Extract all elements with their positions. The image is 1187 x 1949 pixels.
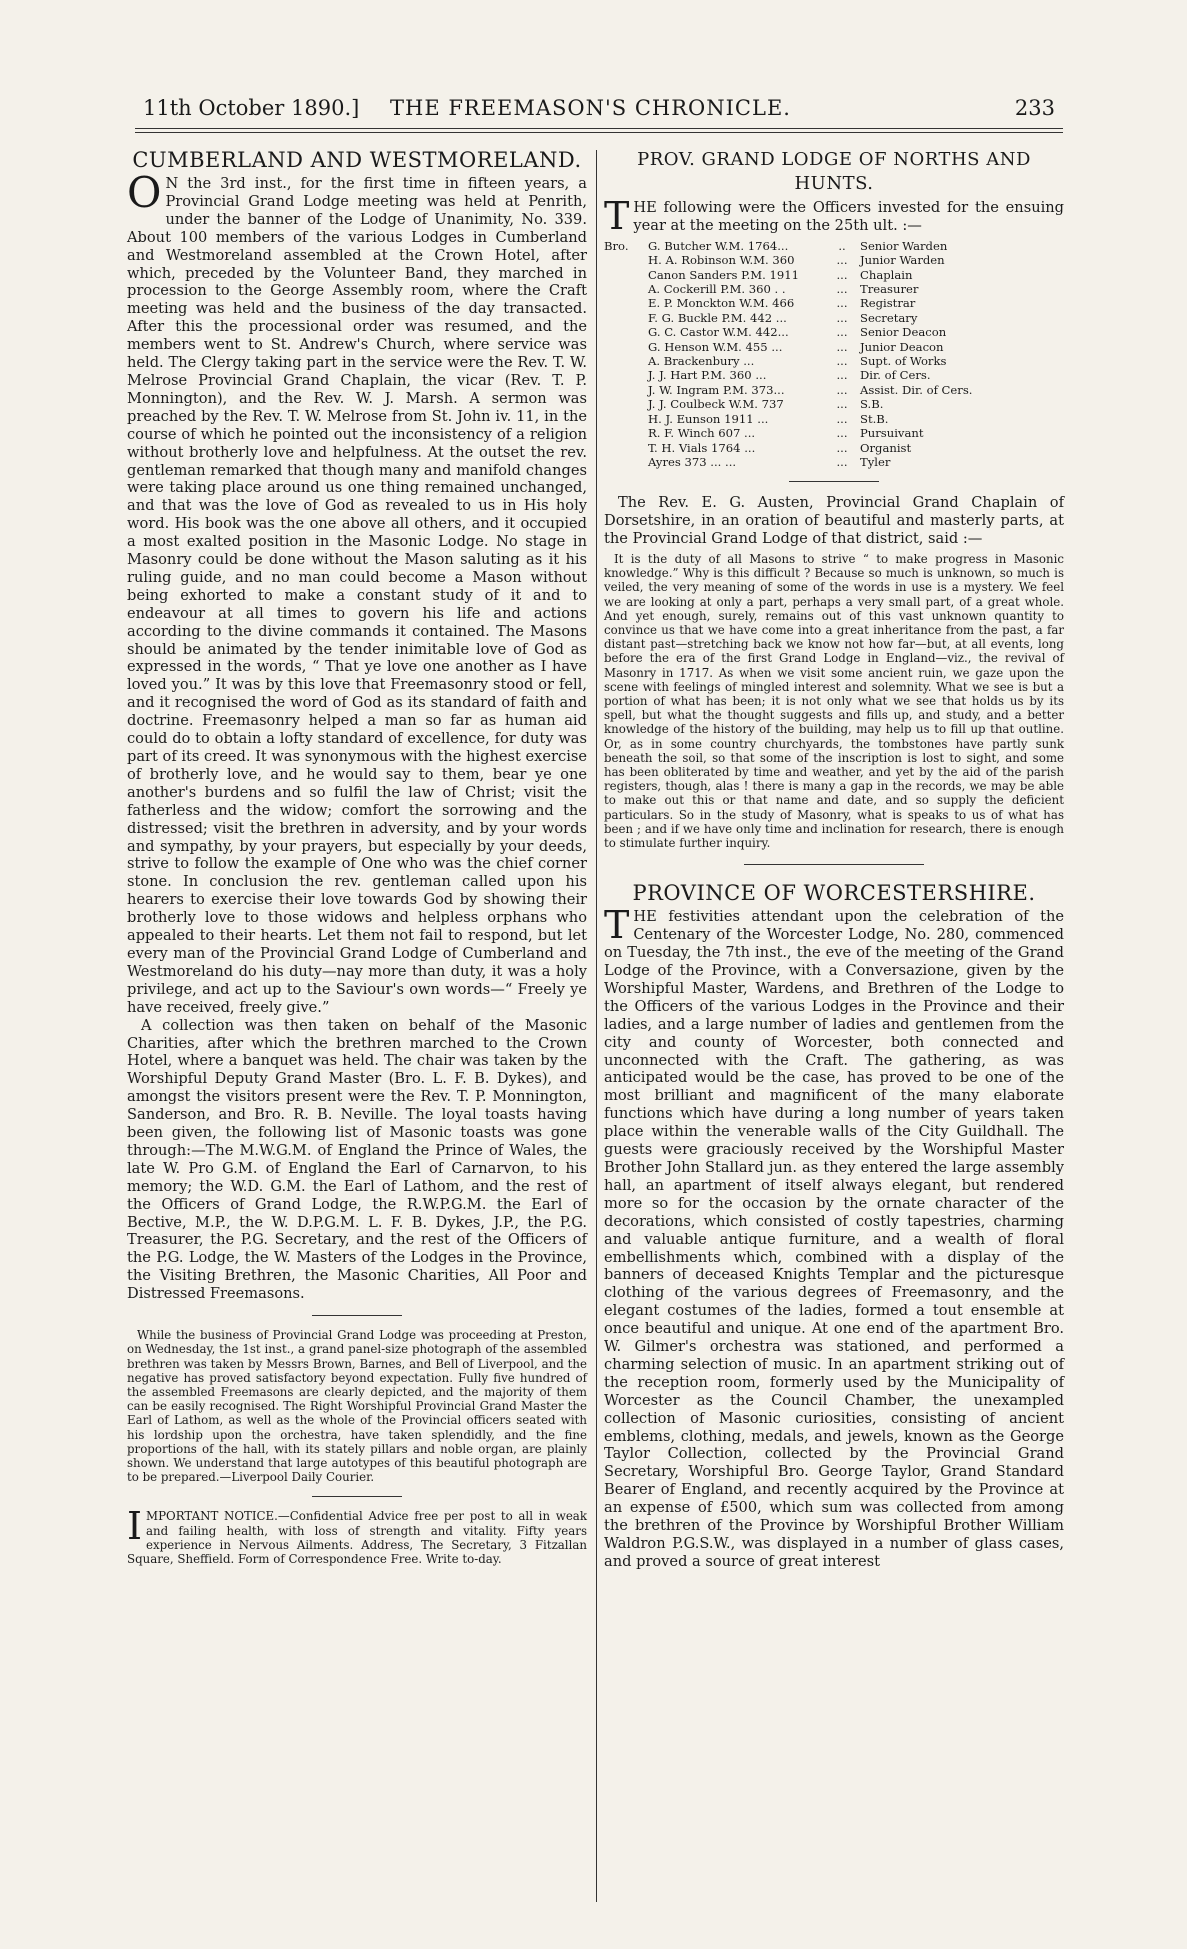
officer-name: A. Cockerill P.M. 360 . . [648,282,786,297]
officer-name: A. Brackenbury ... [648,354,755,369]
notice-cap: I [127,1504,143,1549]
officer-leader: ... [836,310,848,325]
officer-leader: ... [836,267,848,282]
left-column [127,148,587,1566]
officer-row [604,441,1064,455]
officer-office: St.B. [860,411,889,426]
officer-office: Organist [860,440,912,455]
cumberland-para-1-text: N the 3rd inst., for the first time in fifteen years, a Provincial Grand Lodge meeting was held at Penrith, under the banner of the Lodge of Unanimity, No. 339. About 100 members of the various Lodges in Cumberland and Westmoreland assembled at the Crown Hotel, after which, preceded by the Volunteer Band, they marched in procession to the George Assembly room, where the Craft meeting was held and the business of the day transacted. After this the processional order was resumed, and the members went to St. Andrew's Church, where service was held. The Clergy taking part in the service were the Rev. T. W. Melrose Provincial Grand Chaplain, the vicar (Rev. T. P. Monnington), and the Rev. W. J. Marsh. A sermon was preached by the Rev. T. W. Melrose from St. John iv. 11, in the course of which he pointed out the inconsistency of a religion without brotherly love and helpfulness. At the outset the rev. gentleman remarked that though many and manifold changes were taking place around us one thing remained unchanged, and that was the love of God as revealed to us in His holy word. His book was the one above all others, and it occupied a most exalted position in the Masonic Lodge. No stage in Masonry could be done without the Mason saluting as it his ruling guide, and no man could become a Mason without being exhorted to make a constant study of it and to endeavour at all times to govern his life and actions according to the divine commands it contained. The Masons should be animated by the tender inimitable love of God as expressed in the words, “ That ye love one another as I have loved you.” It was by this love that Freemasonry stood or fell, and it recognised the word of God as its standard of faith and doctrine. Freemasonry helped a man so far as human aid could do to obtain a lofty standard of excellence, for duty was part of its creed. It was synonymous with the highest exercise of brotherly love, and he would say to them, bear ye one another's burdens and so fulfil the law of Christ; visit the fatherless and the widow; comfort the sorrowing and the distressed; visit the brethren in adversity, and by your words and sympathy, by your prayers, but especially by your deeds, strive to follow the example of One who was the chief corner stone. In conclusion the rev. gentleman called upon his hearers to exercise their love towards God by showing their brotherly love to those widows and helpless orphans who appealed to their hearts. Let them not fail to respond, but let every man of the Provincial Grand Lodge of Cumberland and Westmoreland do his duty—nay more than duty, it was a holy privilege, and act up to the Saviour's own words—“ Freely ye have received, freely give.” [127,175,587,1016]
officer-row [604,311,1064,325]
officer-name: H. J. Eunson 1911 ... [648,411,769,426]
officer-name: G. C. Castor W.M. 442... [648,325,789,340]
officer-office: Junior Warden [860,253,945,268]
officer-leader: ... [836,382,848,397]
austen-intro: The Rev. E. G. Austen, Provincial Grand Chaplain of Dorsetshire, in an oration of beautiful and masterly parts, at the Provincial Grand Lodge of that district, said :— [604,494,1064,548]
officer-name: Canon Sanders P.M. 1911 [648,267,800,282]
officer-name: F. G. Buckle P.M. 442 ... [648,310,787,325]
officer-row [604,397,1064,411]
officer-leader: ... [836,440,848,455]
officer-row [604,268,1064,282]
officer-name: G. Butcher W.M. 1764... [648,238,789,253]
officer-leader: ... [836,282,848,297]
officer-leader: ... [836,339,848,354]
officer-row [604,296,1064,310]
officer-row [604,282,1064,296]
officer-leader: ... [836,454,848,469]
officers-list [604,239,1064,470]
officer-leader: .. [838,238,846,253]
officer-leader: ... [836,411,848,426]
officer-prefix [604,383,648,397]
officer-prefix: Bro. [604,238,629,253]
officer-name: H. A. Robinson W.M. 360 [648,253,795,268]
officer-leader: ... [836,368,848,383]
officer-office: Junior Deacon [860,339,944,354]
officer-leader: ... [836,296,848,311]
cumberland-para-2: A collection was then taken on behalf of the Masonic Charities, after which the brethren marched to the Crown Hotel, where a banquet was held. The chair was taken by the Worshipful Deputy Grand Master (Bro. L. F. B. Dykes), and amongst the visitors present were the Rev. T. P. Monnington, Sanderson, and Bro. R. B. Neville. The loyal toasts having been given, the following list of Masonic toasts was gone through:—The M.W.G.M. of England the Prince of Wales, the late W. Pro G.M. of England the Earl of Carnarvon, to his memory; the W.D. G.M. the Earl of Lathom, and the rest of the Officers of Grand Lodge, the R.W.P.G.M. the Earl of Bective, M.P., the W. D.P.G.M. L. F. B. Dykes, J.P., the P.G. Treasurer, the P.G. Secretary, and the rest of the Officers of the P.G. Lodge, the W. Masters of the Lodges in the Province, the Visiting Brethren, the Masonic Charities, All Poor and Distressed Freemasons. [127,1016,587,1303]
worcester-text: HE festivities attendant upon the celebration of the Centenary of the Worcester Lodge, No. 280, commenced on Tuesday, the 7th inst., the eve of the meeting of the Grand Lodge of the Province, with a Conversazione, given by the Worshipful Master, Wardens, and Brethren of the Lodge to the Officers of the various Lodges in the Province and their ladies, and a large number of ladies and gentlemen from the city and county of Worcester, both connected and unconnected with the Craft. The gathering, as was anticipated would be the case, has proved to be one of the most brilliant and magnificent of the many elaborate functions which have during a long number of years taken place within the venerable walls of the City Guildhall. The guests were graciously received by the Worshipful Master Brother John Stallard jun. as they entered the large assembly hall, an apartment of itself always elegant, but rendered more so for the occasion by the ornate character of the decorations, which consisted of costly tapestries, charming and valuable antique furniture, and a wealth of floral embellishments which, combined with a display of the banners of deceased Knights Templar and the picturesque clothing of the various degrees of Freemasonry, and the elegant costumes of the ladies, formed a tout ensemble at once beautiful and unique. At one end of the apartment Bro. W. Gilmer's orchestra was stationed, and performed a charming selection of music. In an apartment striking out of the reception room, formerly used by the Municipality of Worcester as the Council Chamber, the unexampled collection of Masonic curiosities, consisting of ancient emblems, clothing, medals, and jewels, known as the George Taylor Collection, collected by the Provincial Grand Secretary, Worshipful Bro. George Taylor, Grand Standard Bearer of England, and recently acquired by the Province at an expense of £500, which sum was collected from among the brethren of the Province by Worshipful Brother William Waldron P.G.S.W., was displayed in a number of glass cases, and proved a source of great interest [604,908,1064,1570]
cumberland-para-1 [127,168,587,1017]
officer-name: J. J. Hart P.M. 360 ... [648,368,767,383]
officer-row [604,325,1064,339]
page-number: 233 [1014,96,1055,120]
officer-office: Senior Warden [860,238,948,253]
issue-date: 11th October 1890.] [143,96,360,120]
section-divider [312,1315,402,1316]
officer-prefix [604,325,648,339]
officer-name: E. P. Monckton W.M. 466 [648,296,795,311]
officer-prefix [604,354,648,368]
officer-prefix [604,426,648,440]
officer-prefix [604,268,648,282]
officer-office: Tyler [860,454,891,469]
officer-office: Chaplain [860,267,913,282]
page-header [135,96,1055,128]
officer-office: Secretary [860,310,918,325]
officer-office: Dir. of Cers. [860,368,931,383]
officer-prefix [604,397,648,411]
officer-prefix [604,296,648,310]
dropcap-o: O [127,168,162,217]
officer-prefix [604,441,648,455]
officer-row [604,368,1064,382]
officer-office: Supt. of Works [860,354,947,369]
officer-row [604,412,1064,426]
norths-heading: PROV. GRAND LODGE OF NORTHS AND HUNTS. [637,149,1031,194]
officer-row [604,383,1064,397]
officer-prefix [604,340,648,354]
officer-office: Treasurer [860,282,919,297]
officer-row [604,239,1064,253]
officer-leader: ... [836,325,848,340]
norths-dropcap: T [604,194,630,238]
norths-intro-text: HE following were the Officers invested for the ensuing year at the meeting on the 25th ult. :— [633,199,1064,234]
notice-text: MPORTANT NOTICE.—Confidential Advice free per post to all in weak and failing health, with loss of strength and vitality. Fifty years experience in Nervous Ailments. Address, The Secretary, 3 Fitzallan Square, Sheffield. Form of Correspondence Free. Write to-day. [127,1509,587,1566]
officer-prefix [604,412,648,426]
section-divider [312,1496,402,1497]
section-divider [744,864,924,865]
section-divider [789,481,879,482]
right-column [604,148,1064,1571]
officer-row [604,455,1064,469]
norths-intro [604,194,1064,238]
worcester-para [604,903,1064,1571]
header-rule-bottom [135,132,1063,133]
worcester-dropcap: T [604,903,630,948]
officer-office: Senior Deacon [860,325,947,340]
header-rule-top [135,128,1063,129]
officer-name: G. Henson W.M. 455 ... [648,339,783,354]
officer-row [604,354,1064,368]
officer-office: Assist. Dir. of Cers. [860,382,973,397]
officer-row [604,253,1064,267]
officer-prefix [604,282,648,296]
column-divider [596,150,597,1902]
preston-notice [127,1328,587,1484]
officer-leader: ... [836,397,848,412]
officer-leader: ... [836,354,848,369]
officer-leader: ... [836,426,848,441]
officer-leader: ... [836,253,848,268]
officer-office: Registrar [860,296,916,311]
officer-name: Ayres 373 ... ... [648,454,737,469]
worcester-heading: PROVINCE OF WORCESTERSHIRE. [632,881,1036,906]
austen-quote [604,552,1064,850]
important-notice [127,1504,587,1566]
preston-text: While the business of Provincial Grand Lodge was proceeding at Preston, on Wednesday, the 1st inst., a grand panel-size photograph of the assembled brethren was taken by Messrs Brown, Barnes, and Bell of Liverpool, and the negative has proved satisfactory beyond expectation. Fully five hundred of the assembled Freemasons are clearly depicted, and the majority of them can be easily recognised. The Right Worshipful Provincial Grand Master the Earl of Lathom, as well as the whole of the Provincial officers seated with his lordship upon the orchestra, have taken splendidly, and the fine proportions of the hall, with its stately pillars and noble organ, are plainly shown. We understand that large autotypes of this beautiful photograph are to be prepared.—Liverpool Daily Courier. [127,1328,587,1485]
officer-name: J. W. Ingram P.M. 373... [648,382,785,397]
officer-prefix [604,368,648,382]
officer-name: J. J. Coulbeck W.M. 737 [648,397,784,412]
officer-prefix [604,311,648,325]
officer-office: S.B. [860,397,884,412]
officer-row [604,340,1064,354]
austen-quote-text: It is the duty of all Masons to strive “ to make progress in Masonic knowledge.” Why is this difficult ? Because so much is unknown, so much is veiled, the very meaning of some of the words in use is a mystery. We feel we are looking at only a part, perhaps a very small part, of a great whole. And yet enough, surely, remains out of this vast unknown quantity to convince us that we have come into a great inheritance from the past, a far distant past—stretching back we know not how far—but, at all events, long before the era of the first Grand Lodge in England—viz., the revival of Masonry in 1717. As when we visit some ancient ruin, we gaze upon the scene with feelings of mingled interest and solemnity. What we see is but a portion of what has been; it is not only what we see that holds us by its spell, but what the thought suggests and fills up, and study, and a better knowledge of the history of the building, may help us to fill up that outline. Or, as in some country churchyards, the tombstones have partly sunk beneath the soil, so that some of the inscription is lost to sight, and some has been obliterated by time and weather, and yet by the aid of the parish registers, though, alas ! there is many a gap in the records, we may be able to make out this or that name and date, and so supply the deficient particulars. So in the study of Masonry, what is speaks to us of what has been ; and if we have only time and inclination for research, there is enough to stimulate further inquiry. [604,552,1064,851]
officer-office: Pursuivant [860,426,924,441]
officer-prefix [604,455,648,469]
newspaper-title: THE FREEMASON'S CHRONICLE. [390,96,791,120]
officer-row [604,426,1064,440]
cumberland-heading: CUMBERLAND AND WESTMORELAND. [132,148,582,172]
officer-name: T. H. Vials 1764 ... [648,440,756,455]
officer-name: R. F. Winch 607 ... [648,426,756,441]
officer-prefix [604,253,648,267]
